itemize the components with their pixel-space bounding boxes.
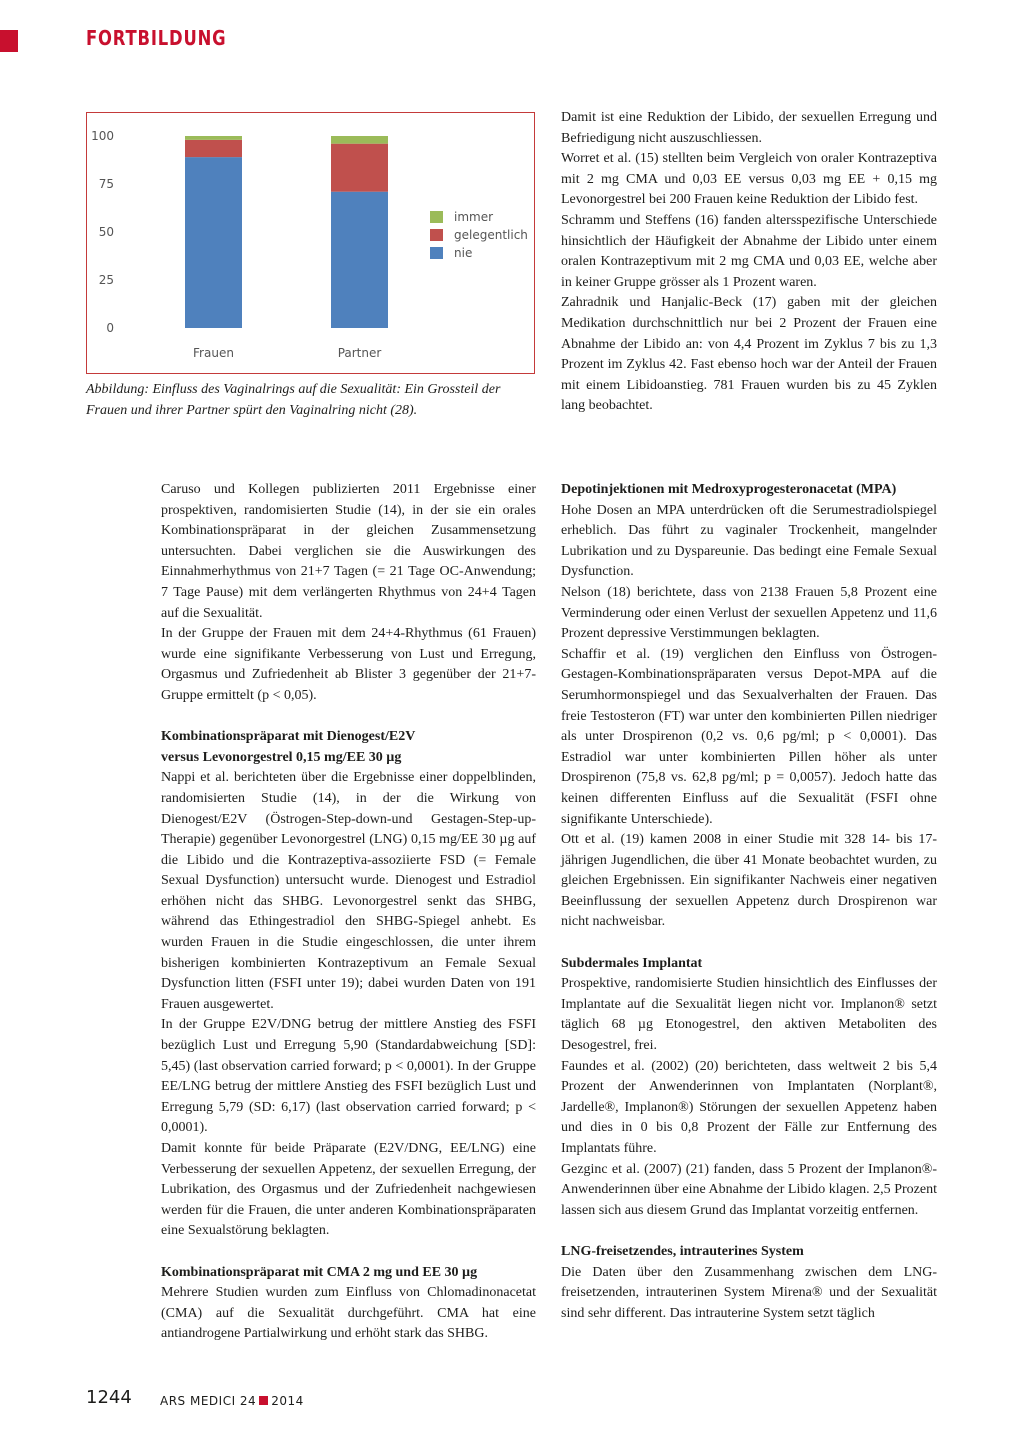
paragraph: Damit konnte für beide Präparate (E2V/DNG, EE/LNG) eine Verbesserung der sexuellen Appetenz, der sexuellen Erregung, der Lubrikation, des Orgasmus und der Zufriedenheit nachgewiesen werden für die Frauen, die unter anderen Kombinationspräparaten eine Sexualstörung beklagten. [161, 1141, 536, 1239]
y-tick-label: 100 [91, 129, 114, 143]
right-column-top [561, 108, 937, 417]
legend-label: immer [454, 210, 494, 224]
paragraph: Die Daten über den Zusammenhang zwischen dem LNG-freisetzenden, intrauterinen System Mirena® und der Sexualität sind sehr different. Das intrauterine System setzt täglich [561, 1264, 937, 1321]
paragraph: Damit ist eine Reduktion der Libido, der sexuellen Erregung und Befriedigung nicht auszuschliessen. [561, 110, 937, 146]
bar-segment-nie [331, 192, 388, 328]
figure-caption: Abbildung: Einfluss des Vaginalrings auf die Sexualität: Ein Grossteil der Frauen und ihrer Partner spürt den Vaginalring nicht (28). [86, 382, 501, 418]
section-heading: Depotinjektionen mit Medroxyprogesteronacetat (MPA) [561, 482, 897, 497]
x-category-label: Frauen [193, 346, 234, 360]
paragraph: Zahradnik und Hanjalic-Beck (17) gaben mit der gleichen Medikation durchschnittlich nur bei 2 Prozent der Frauen eine Abnahme der Libido an: von 4,4 Prozent im Zyklus 7 bis zu 1,3 Prozent im Zyklus 42. Fast ebenso hoch war der Anteil der Frauen mit einem Libidoanstieg. 781 Frauen wurden bis zu 45 Zyklen lang beobachtet. [561, 295, 937, 414]
paragraph: Gezginc et al. (2007) (21) fanden, dass 5 Prozent der Implanon®-Anwenderinnen über eine Abnahme der Libido klagen. 2,5 Prozent lassen sich aus diesem Grund das Implantat vorzeitig entfernen. [561, 1161, 937, 1218]
section-heading: Kombinationspräparat mit CMA 2 mg und EE 30 µg [161, 1264, 478, 1280]
header-accent-bar [0, 30, 18, 52]
bar-segment-gelegentlich [185, 140, 242, 157]
bar-segment-immer [185, 136, 242, 140]
paragraph: Schramm und Steffens (16) fanden altersspezifische Unterschiede hinsichtlich der Häufigkeit der Abnahme der Libido unter einem oralen Kontrazeptivum mit 2 mg CMA und 0,03 EE, welche aber in keiner Gruppe grösser als 1 Prozent waren. [561, 212, 937, 290]
left-column [161, 480, 536, 1345]
footer-square-icon [259, 1396, 268, 1405]
y-tick-label: 0 [106, 321, 114, 335]
bar-segment-nie [185, 157, 242, 328]
legend-label: nie [454, 246, 473, 260]
right-column [561, 480, 937, 1324]
y-tick-label: 75 [98, 177, 114, 191]
journal-year: 2014 [271, 1394, 304, 1408]
paragraph: Ott et al. (19) kamen 2008 in einer Studie mit 328 14- bis 17-jährigen Jugendlichen, die über 41 Monate beobachtet wurden, zu gleichen Ergebnissen. Ein signifikanter Nachweis einer negativen Beeinflussung der sexuellen Appetenz durch Drospirenon war nicht nachweisbar. [561, 832, 937, 930]
bar-segment-gelegentlich [331, 144, 388, 192]
page-number: 1244 [86, 1387, 132, 1408]
section-heading: versus Levonorgestrel 0,15 mg/EE 30 µg [161, 749, 402, 765]
y-tick-label: 25 [98, 273, 114, 287]
journal-footer [160, 1394, 304, 1408]
legend-swatch-gelegentlich [430, 229, 443, 241]
paragraph: In der Gruppe der Frauen mit dem 24+4-Rhythmus (61 Frauen) wurde eine signifikante Verbesserung von Lust und Erregung, Orgasmus und Zufriedenheit ab Blister 3 gegenüber der 21+7-Gruppe ermittelt (p < 0,05). [161, 626, 536, 703]
y-tick-label: 50 [98, 225, 114, 239]
paragraph: Schaffir et al. (19) verglichen den Einfluss von Östrogen-Gestagen-Kombinationspräparaten versus Depot-MPA auf die Serumhormonspiegel und das Sexualverhalten der Frauen. Das freie Testosteron (FT) war unter den kombinierten Pillen niedriger als unter Drospirenon (0,2 vs. 0,6 pg/ml; p < 0,0001). Das Estradiol war unter kombinierten Pillen höher als unter Drospirenon (75,8 vs. 62,8 pg/ml; p = 0,0057). Jedoch hatte das keinen differenten Einfluss auf die Sexualität (FSFI ohne signifikante Unterschiede). [561, 646, 937, 827]
paragraph: Hohe Dosen an MPA unterdrücken oft die Serumestradiolspiegel erheblich. Das führt zu vaginaler Trockenheit, mangelnder Lubrikation und zu Dyspareunie. Das bedingt eine Female Sexual Dysfunction. [561, 502, 937, 580]
paragraph: Caruso und Kollegen publizierten 2011 Ergebnisse einer prospektiven, randomisierten Studie (14), in der sie ein orales Kombinationspräparat in der gleichen Zusammensetzung untersuchten. Dabei verglichen sie die Auswirkungen des Einnahmerhythmus von 21+7 Tagen (= 21 Tage OC-Anwendung; 7 Tage Pause) mit dem verlängerten Rhythmus von 24+4 Tagen auf die Sexualität. [161, 482, 536, 621]
figure-chart [86, 112, 535, 374]
paragraph: Worret et al. (15) stellten beim Vergleich von oraler Kontrazeptiva mit 2 mg CMA und 0,03 EE versus 0,03 mg EE + 0,15 mg Levonorgestrel bei 200 Frauen keine Reduktion der Libido fest. [561, 151, 937, 208]
x-category-label: Partner [337, 346, 382, 360]
paragraph: Nelson (18) berichtete, dass von 2138 Frauen 5,8 Prozent eine Verminderung oder einen Verlust der sexuellen Appetenz und 11,6 Prozent depressive Verstimmungen beklagten. [561, 584, 937, 642]
paragraph: In der Gruppe E2V/DNG betrug der mittlere Anstieg des FSFI bezüglich Lust und Erregung 5,90 (Standardabweichung [SD]: 5,45) (last observation carried forward; p < 0,0001). In der Gruppe EE/LNG betrug der mittlere Anstieg des FSFI bezüglich Lust und Erregung 5,79 (SD: 6,17) (last observation carried forward; p < 0,0001). [161, 1017, 536, 1136]
legend-label: gelegentlich [454, 228, 528, 242]
paragraph: Prospektive, randomisierte Studien hinsichtlich des Einflusses der Implantate auf die Sexualität liegen nicht vor. Implanon® setzt täglich 68 µg Etonogestrel, den aktiven Metaboliten des Desogestrel, frei. [561, 976, 937, 1054]
legend-swatch-immer [430, 211, 443, 223]
journal-name: ARS MEDICI 24 [160, 1394, 257, 1408]
stacked-bar-chart [87, 113, 534, 373]
section-heading: Kombinationspräparat mit Dienogest/E2V [161, 729, 416, 745]
section-label: FORTBILDUNG [86, 26, 227, 50]
legend-swatch-nie [430, 247, 443, 259]
section-heading: Subdermales Implantat [561, 955, 703, 971]
paragraph: Faundes et al. (2002) (20) berichteten, dass weltweit 2 bis 5,4 Prozent der Anwenderinnen von Implantaten (Norplant®, Jardelle®, Implanon®) Störungen der sexuellen Appetenz haben und dies in 0 bis 0,8 Prozent der Fälle zur Entfernung des Implantats führe. [561, 1058, 937, 1156]
section-heading: LNG-freisetzendes, intrauterines System [561, 1243, 804, 1259]
paragraph: Nappi et al. berichteten über die Ergebnisse einer doppelblinden, randomisierten Studie (14), in der die Wirkung von Dienogest/E2V (Östrogen-Step-down-und Gestagen-Step-up-Therapie) gegenüber Levonorgestrel (LNG) 0,15 mg/EE 30 µg auf die Libido und die Kontrazeptiva-assoziierte FSD (= Female Sexual Dysfunction) untersucht wurde. Dienogest und Estradiol erhöhen nicht das SHBG. Levonorgestrel senkt das SHBG, während das Ethingestradiol den SHBG-Spiegel anhebt. Es wurden Frauen in die Studie eingeschlossen, die unter ihrem bisherigen kombinierten Kontrazeptivum an Female Sexual Dysfunction litten (FSFI unter 19); dabei wurden Daten von 191 Frauen ausgewertet. [161, 770, 536, 1012]
bar-segment-immer [331, 136, 388, 144]
paragraph: Mehrere Studien wurden zum Einfluss von Chlomadinonacetat (CMA) auf die Sexualität durchgeführt. CMA hat eine antiandrogene Partialwirkung und erhöht stark das SHBG. [161, 1285, 536, 1342]
